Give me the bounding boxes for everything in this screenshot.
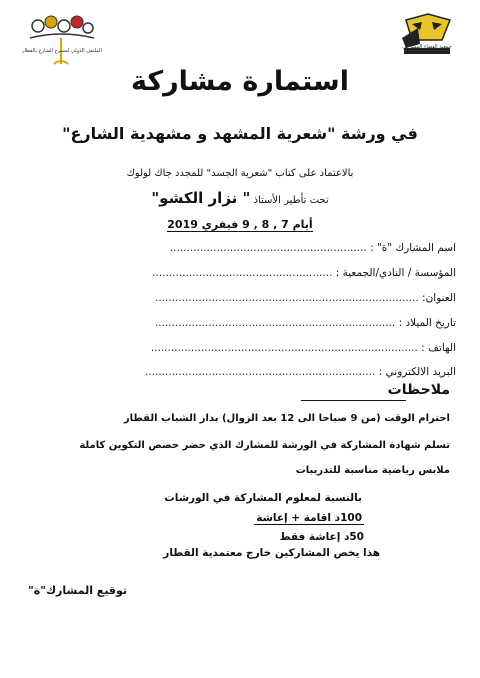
supervisor-name: " نزار الكشو" [151, 189, 251, 207]
workshop-name: "شعرية المشهد و مشهدية الشارع" [62, 124, 336, 143]
field-blank[interactable]: ........................................................... [169, 242, 367, 254]
field-label: تاريخ الميلاد : [398, 317, 456, 329]
theatre-mask-logo-icon [398, 10, 456, 60]
notes-heading: ملاحظات [387, 382, 450, 398]
phone-field[interactable] [151, 342, 456, 354]
field-label: العنوان: [422, 292, 456, 304]
field-blank[interactable]: ........................................................................ [154, 317, 396, 329]
fee-option-full-text: 100د اقامة + إعاشة [256, 512, 362, 524]
organization-field[interactable] [152, 267, 456, 279]
address-field[interactable] [155, 292, 456, 304]
field-label: البريد الالكتروني : [378, 366, 456, 378]
field-blank[interactable]: ...................................................... [152, 267, 333, 279]
fee-option-meals-text: 50د إعاشة فقط [279, 531, 364, 543]
field-blank[interactable]: ..................................................................... [145, 366, 376, 378]
field-blank[interactable]: ............................................................................... [155, 292, 419, 304]
field-label: المؤسسة / النادي/الجمعية : [335, 267, 456, 279]
note-item: احترام الوقت (من 9 صباحا الى 12 بعد الزوال) بدار الشباب القطار [123, 413, 450, 424]
left-logo-caption: الملتقى الدولي لمسرح الشارع بالقطار [22, 48, 102, 54]
note-item: تسلم شهادة المشاركة في الورشة للمشارك الذي حضر حصص التكوين كاملة [79, 440, 450, 451]
fee-option-meals [280, 531, 364, 543]
supervision-prefix: تحت تأطير الأستاذ [253, 195, 329, 206]
fee-note: هذا يخص المشاركين خارج معتمدية القطار [163, 547, 380, 559]
notes-divider [301, 400, 406, 401]
fee-option-full [254, 512, 364, 524]
supervision-line [0, 189, 480, 207]
participant-name-field[interactable] [170, 242, 456, 254]
birth-date-field[interactable] [155, 317, 456, 329]
fees-heading: بالنسبة لمعلوم المشاركة في الورشات [164, 492, 362, 504]
page-title: استمارة مشاركة [131, 66, 349, 97]
participant-signature-label: توقيع المشارك"ة" [28, 584, 128, 597]
festival-emblem-logo-icon [18, 8, 104, 68]
workshop-line [0, 124, 480, 143]
right-logo-caption: جمعية الفضاء المسرحي [402, 44, 452, 50]
email-field[interactable] [145, 366, 456, 378]
field-label: اسم المشارك "ة" : [370, 242, 456, 254]
workshop-dates [0, 218, 480, 231]
dates-text: أيام 7 , 8 , 9 فيفري 2019 [167, 218, 313, 231]
field-blank[interactable]: ................................................................................ [150, 342, 418, 354]
reference-line: بالاعتماد على كتاب "شعرية الجسد" للمجدد جاك لولوك [126, 168, 354, 179]
field-label: الهاتف : [421, 342, 456, 354]
note-item: ملابس رياضية مناسبة للتدريبات [295, 465, 450, 476]
workshop-prefix: في ورشة [341, 124, 418, 143]
